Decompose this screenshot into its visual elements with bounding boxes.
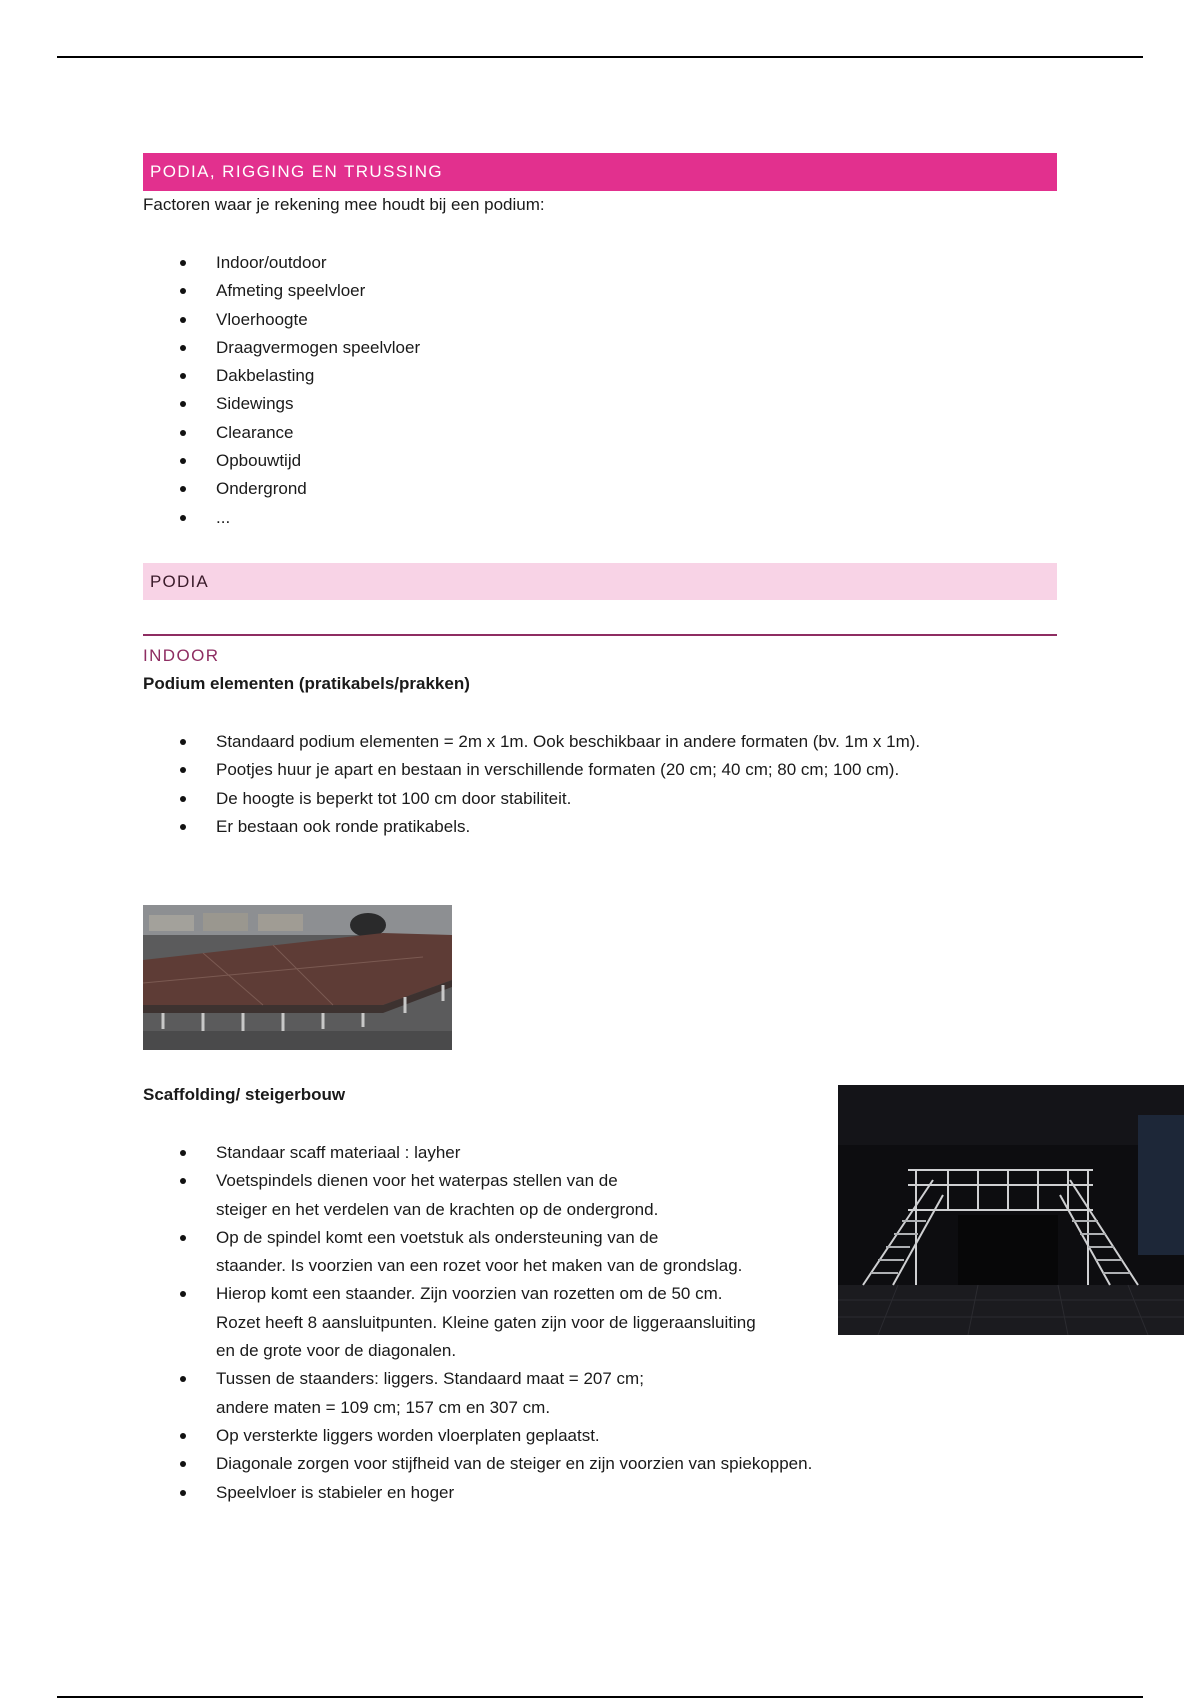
header-rule	[57, 56, 1143, 58]
list-item	[143, 1365, 873, 1422]
scaffolding-section	[143, 1081, 873, 1507]
list-item-line: Speelvloer is stabieler en hoger	[216, 1482, 455, 1502]
heading-podia-rigging-trussing: PODIA, RIGGING EN TRUSSING	[143, 153, 1057, 191]
list-item-line: Rozet heeft 8 aansluitpunten. Kleine gaten zijn voor de liggeraansluiting	[216, 1312, 756, 1332]
list-item-line: Op de spindel komt een voetstuk als ondersteuning van de	[216, 1227, 659, 1247]
list-item: Sidewings	[143, 390, 1057, 418]
list-item-line: Tussen de staanders: liggers. Standaard maat = 207 cm;	[216, 1369, 644, 1389]
list-item: Clearance	[143, 419, 1057, 447]
scaffolding-stage-photo	[838, 1085, 1184, 1335]
list-item: Pootjes huur je apart en bestaan in verschillende formaten (20 cm; 40 cm; 80 cm; 100 cm).	[143, 756, 1057, 784]
document-content	[143, 153, 1057, 841]
list-item: Standaard podium elementen = 2m x 1m. Ook beschikbaar in andere formaten (bv. 1m x 1m).	[143, 728, 1057, 756]
list-item	[143, 1450, 1116, 1478]
list-item-line: staander. Is voorzien van een rozet voor het maken van de grondslag.	[216, 1256, 743, 1276]
list-item: Er bestaan ook ronde pratikabels.	[143, 813, 1057, 841]
factors-list	[143, 249, 1057, 532]
list-item-line: Standaar scaff materiaal : layher	[216, 1143, 461, 1162]
list-item	[143, 1167, 873, 1224]
list-item-line: Op versterkte liggers worden vloerplaten geplaatst.	[216, 1425, 600, 1445]
subheading-podium-elementen: Podium elementen (pratikabels/prakken)	[143, 673, 470, 693]
list-item: Afmeting speelvloer	[143, 277, 1057, 305]
list-item: Ondergrond	[143, 475, 1057, 503]
list-item: De hoogte is beperkt tot 100 cm door stabiliteit.	[143, 785, 1057, 813]
list-item	[143, 1139, 873, 1167]
list-item: Indoor/outdoor	[143, 249, 1057, 277]
list-item	[143, 1422, 1116, 1450]
list-item: Vloerhoogte	[143, 306, 1057, 334]
list-item-line: Diagonale zorgen voor stijfheid van de steiger en zijn voorzien van spiekoppen.	[216, 1454, 813, 1474]
list-item-line: en de grote voor de diagonalen.	[216, 1341, 457, 1361]
heading-podia: PODIA	[143, 563, 1057, 600]
scaffolding-list	[143, 1139, 873, 1507]
list-item: Opbouwtijd	[143, 447, 1057, 475]
list-item-line: Voetspindels dienen voor het waterpas stellen van de	[216, 1171, 618, 1191]
list-item: Dakbelasting	[143, 362, 1057, 390]
list-item: Draagvermogen speelvloer	[143, 334, 1057, 362]
footer-rule	[57, 1696, 1143, 1698]
list-item	[143, 1479, 873, 1507]
heading-indoor: INDOOR	[143, 634, 1057, 670]
subheading-scaffolding: Scaffolding/ steigerbouw	[143, 1085, 346, 1104]
podium-photo	[143, 905, 452, 1050]
list-item	[143, 1224, 873, 1281]
podium-elements-list	[143, 728, 1057, 841]
list-item-line: andere maten = 109 cm; 157 cm en 307 cm.	[216, 1397, 551, 1417]
intro-text: Factoren waar je rekening mee houdt bij een podium:	[143, 195, 545, 214]
list-item-line: steiger en het verdelen van de krachten op de ondergrond.	[216, 1199, 659, 1219]
list-item-line: Hierop komt een staander. Zijn voorzien van rozetten om de 50 cm.	[216, 1284, 723, 1304]
list-item: ...	[143, 504, 1057, 532]
list-item	[143, 1280, 873, 1365]
